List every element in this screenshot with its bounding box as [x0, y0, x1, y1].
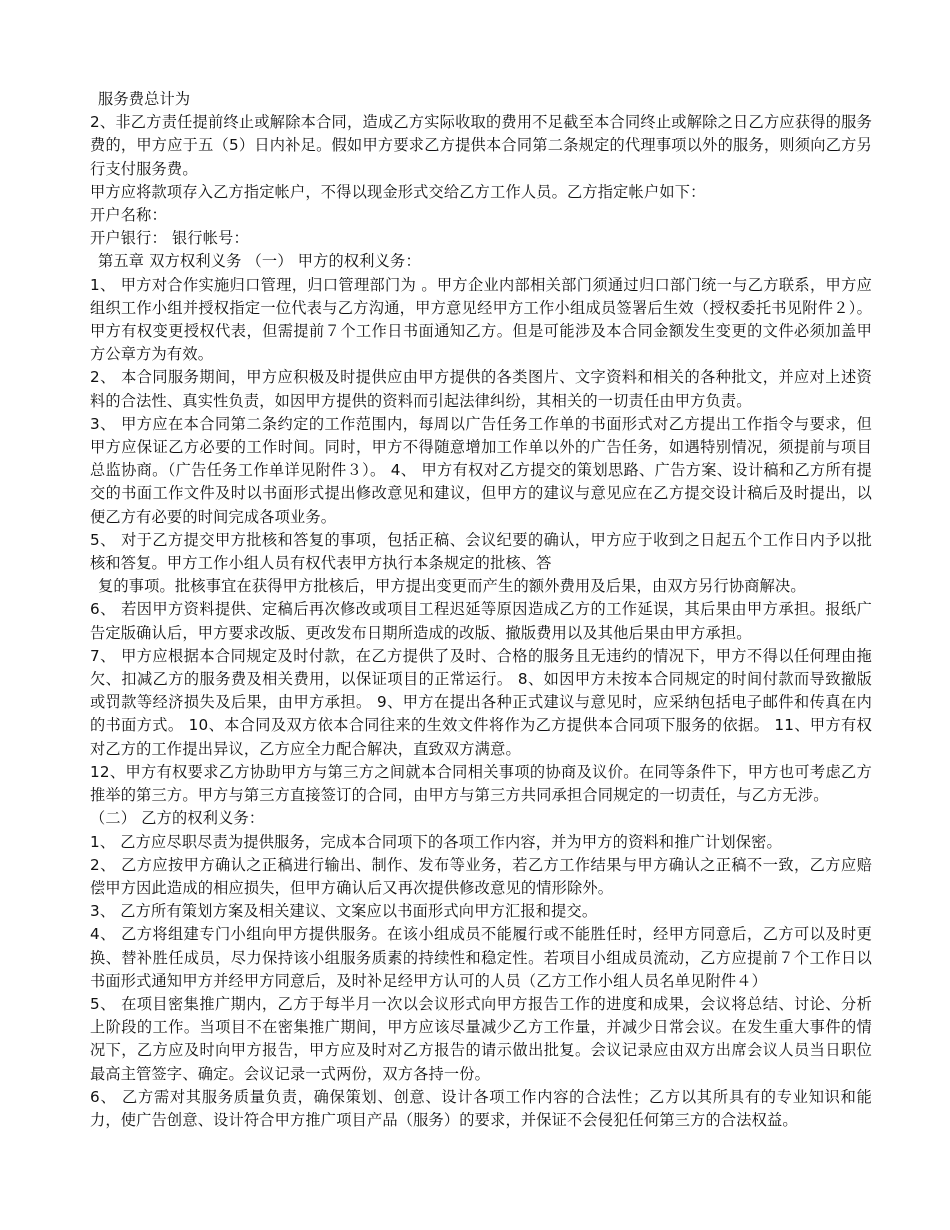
party-b-clause-6: 6、 乙方需对其服务质量负责，确保策划、创意、设计各项工作内容的合法性；乙方以其所具有的专业知识和能力，使广告创意、设计符合甲方推广项目产品（服务）的要求，并保证不会侵犯任何第三方的合法权益。	[90, 1087, 872, 1129]
party-a-clause-3-4: 3、 甲方应在本合同第二条约定的工作范围内，每周以广告任务工作单的书面形式对乙方提出工作指令与要求，但甲方应保证乙方必要的工作时间。同时，甲方不得随意增加工作单以外的广告任务，如遇特别情况，须提前与项目总监协商。（广告任务工作单详见附件３）。 4、 甲方有权对乙方提交的策划思路、广告方案、设计稿和乙方所有提交的书面工作文件及时以书面形式提出修改意见和建议，但甲方的建议与意见应在乙方提交设计稿后及时提出，以便乙方有必要的时间完成各项业务。	[90, 414, 872, 526]
party-a-clause-5-continued: 复的事项。批核事宜在获得甲方批核后，甲方提出变更而产生的额外费用及后果，由双方另行协商解决。	[98, 577, 806, 596]
party-b-section-heading: （二） 乙方的权利义务：	[90, 809, 265, 828]
party-b-clause-5: 5、 在项目密集推广期内，乙方于每半月一次以会议形式向甲方报告工作的进度和成果，会议将总结、讨论、分析上阶段的工作。当项目不在密集推广期间，甲方应该尽量减少乙方工作量，并减少日常会议。在发生重大事件的情况下，乙方应及时向甲方报告，甲方应及时对乙方报告的请示做出批复。会议记录应由双方出席会议人员当日职位最高主管签字、确定。会议记录一式两份，双方各持一份。	[90, 994, 872, 1083]
chapter-five-heading: 第五章 双方权利义务 （一） 甲方的权利义务：	[98, 252, 421, 271]
party-a-clause-6: 6、 若因甲方资料提供、定稿后再次修改或项目工程迟延等原因造成乙方的工作延误，其后果由甲方承担。报纸广告定版确认后，甲方要求改版、更改发布日期所造成的改版、撤版费用以及其他后果由甲方承担。	[90, 600, 872, 642]
party-a-clause-2: 2、 本合同服务期间，甲方应积极及时提供应由甲方提供的各类图片、文字资料和相关的各种批文，并应对上述资料的合法性、真实性负责，如因甲方提供的资料而引起法律纠纷，其相关的一切责任由甲方负责。	[90, 368, 872, 410]
payment-account-instruction: 甲方应将款项存入乙方指定帐户，不得以现金形式交给乙方工作人员。乙方指定帐户如下：	[90, 182, 706, 201]
party-a-clause-5: 5、 对于乙方提交甲方批核和答复的事项，包括正稿、会议纪要的确认，甲方应于收到之日起五个工作日内予以批核和答复。甲方工作小组人员有权代表甲方执行本条规定的批核、答	[90, 530, 872, 573]
party-b-clause-2: 2、 乙方应按甲方确认之正稿进行输出、制作、发布等业务，若乙方工作结果与甲方确认之正稿不一致，乙方应赔偿甲方因此造成的相应损失，但甲方确认后又再次提供修改意见的情形除外。	[90, 855, 872, 897]
party-b-clause-4: 4、 乙方将组建专门小组向甲方提供服务。在该小组成员不能履行或不能胜任时，经甲方同意后，乙方可以及时更换、替补胜任成员，尽力保持该小组服务质素的持续性和稳定性。若项目小组成员流动，乙方应提前７个工作日以书面形式通知甲方并经甲方同意后，及时补足经甲方认可的人员（乙方工作小组人员名单见附件４）	[90, 925, 872, 990]
party-b-clause-1: 1、 乙方应尽职尽责为提供服务，完成本合同项下的各项工作内容，并为甲方的资料和推广计划保密。	[90, 832, 782, 851]
party-a-clause-1: 1、 甲方对合作实施归口管理，归口管理部门为 。甲方企业内部相关部门须通过归口部门统一与乙方联系，甲方应组织工作小组并授权指定一位代表与乙方沟通，甲方意见经甲方工作小组成员签署后生效（授权委托书见附件２）。甲方有权变更授权代表，但需提前７个工作日书面通知乙方。但是可能涉及本合同金额发生变更的文件必须加盖甲方公章方为有效。	[90, 275, 872, 364]
party-a-clause-12: 12、甲方有权要求乙方协助甲方与第三方之间就本合同相关事项的协商及议价。在同等条件下，甲方也可考虑乙方推举的第三方。甲方与第三方直接签订的合同，由甲方与第三方共同承担合同规定的一切责任，与乙方无涉。	[90, 762, 872, 805]
service-fee-total-line: 服务费总计为	[98, 90, 191, 108]
party-b-clause-3: 3、 乙方所有策划方案及相关建议、文案应以书面形式向甲方汇报和提交。	[90, 902, 598, 921]
document-body	[90, 88, 872, 1132]
party-a-clause-7-11: 7、 甲方应根据本合同规定及时付款，在乙方提供了及时、合格的服务且无违约的情况下，甲方不得以任何理由拖欠、扣减乙方的服务费及相关费用，以保证项目的正常运行。 8、如因甲方未按本合同规定的时间付款而导致撤版或罚款等经济损失及后果，由甲方承担。 9、甲方在提出各种正式建议与意见时，应采纳包括电子邮件和传真在内的书面方式。 10、本合同及双方依本合同往来的生效文件将作为乙方提供本合同项下服务的依据。 11、甲方有权对乙方的工作提出异议，乙方应全力配合解决，直致双方满意。	[90, 646, 872, 758]
account-name-line: 开户名称：	[90, 206, 167, 225]
clause-early-termination: 2、非乙方责任提前终止或解除本合同，造成乙方实际收取的费用不足截至本合同终止或解除之日乙方应获得的服务费的，甲方应于五（5）日内补足。假如甲方要求乙方提供本合同第二条规定的代理事项以外的服务，则须向乙方另行支付服务费。	[90, 113, 872, 178]
bank-account-line: 开户银行： 银行帐号：	[90, 229, 249, 248]
